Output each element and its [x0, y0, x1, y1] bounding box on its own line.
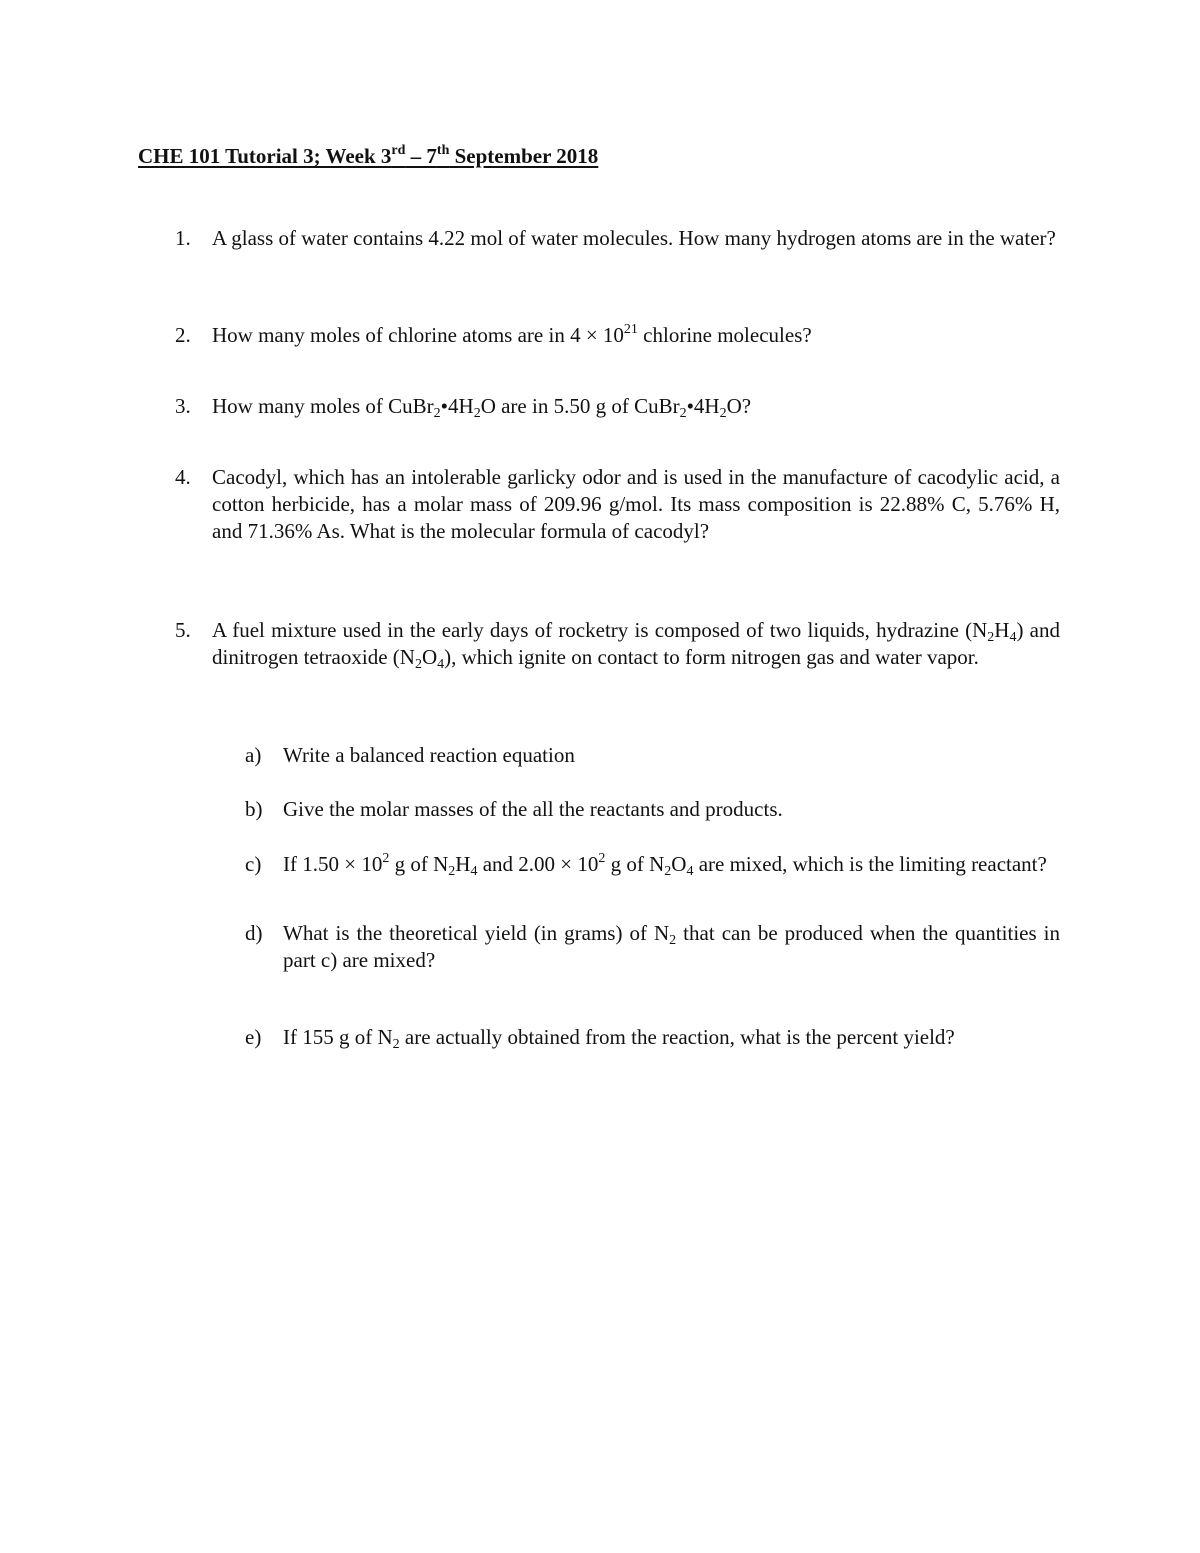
- part-letter: b): [245, 797, 263, 821]
- part-letter: e): [245, 1025, 262, 1049]
- part-text: If 155 g of $N_2$ are actually obtained from the reaction, what is the percent yield?: [283, 1025, 955, 1052]
- part-letter: a): [245, 743, 262, 767]
- question-5: [175, 617, 1060, 671]
- question-number: 5.: [175, 618, 191, 642]
- question-number: 2.: [175, 323, 191, 347]
- part-letter: d): [245, 921, 263, 945]
- question-text: How many moles of $CuBr_2•4H_2O$ are in 5.50 g of $CuBr_2•4H_2O$?: [212, 394, 752, 421]
- question-2: [175, 322, 1060, 349]
- question-text: How many moles of chlorine atoms are in $4 \times 10^{21}$ chlorine molecules?: [212, 322, 812, 347]
- question-1: [175, 225, 1060, 252]
- part-text: Give the molar masses of the all the reactants and products.: [283, 797, 783, 821]
- part-a: [245, 742, 1060, 769]
- question-text: A fuel mixture used in the early days of rocketry is composed of two liquids, hydrazine $(N_2H_4)$ and dinitrogen tetraoxide $(N_2O_4)$, which ignite on contact to form nitrogen gas and water vapor.: [212, 618, 1060, 672]
- question-text: A glass of water contains 4.22 mol of water molecules. How many hydrogen atoms are in the water?: [212, 226, 1056, 250]
- question-text: Cacodyl, which has an intolerable garlicky odor and is used in the manufacture of cacodylic acid, a cotton herbicide, has a molar mass of 209.96 g/mol. Its mass composition is 22.88% C, 5.76% H, and 71.36% As. What is the molecular formula of cacodyl?: [212, 465, 1060, 543]
- part-d: [245, 920, 1060, 974]
- question-3: [175, 393, 1060, 420]
- part-c: [245, 851, 1060, 878]
- part-text: What is the theoretical yield (in grams) of $N_2$ that can be produced when the quantities in part c) are mixed?: [283, 921, 1061, 972]
- part-b: [245, 796, 1060, 823]
- question-number: 3.: [175, 394, 191, 418]
- question-4: [175, 464, 1060, 545]
- part-text: If $1.50 \times 10^2$ g of $N_2H_4$ and $2.00 \times 10^2$ g of $N_2O_4$ are mixed, which is the limiting reactant?: [283, 851, 1047, 879]
- page-title: CHE 101 Tutorial 3; Week 3rd – 7th September 2018: [138, 143, 599, 168]
- part-letter: c): [245, 852, 262, 876]
- question-number: 4.: [175, 465, 191, 489]
- part-e: [245, 1024, 1060, 1051]
- part-text: Write a balanced reaction equation: [283, 743, 575, 767]
- question-number: 1.: [175, 226, 191, 250]
